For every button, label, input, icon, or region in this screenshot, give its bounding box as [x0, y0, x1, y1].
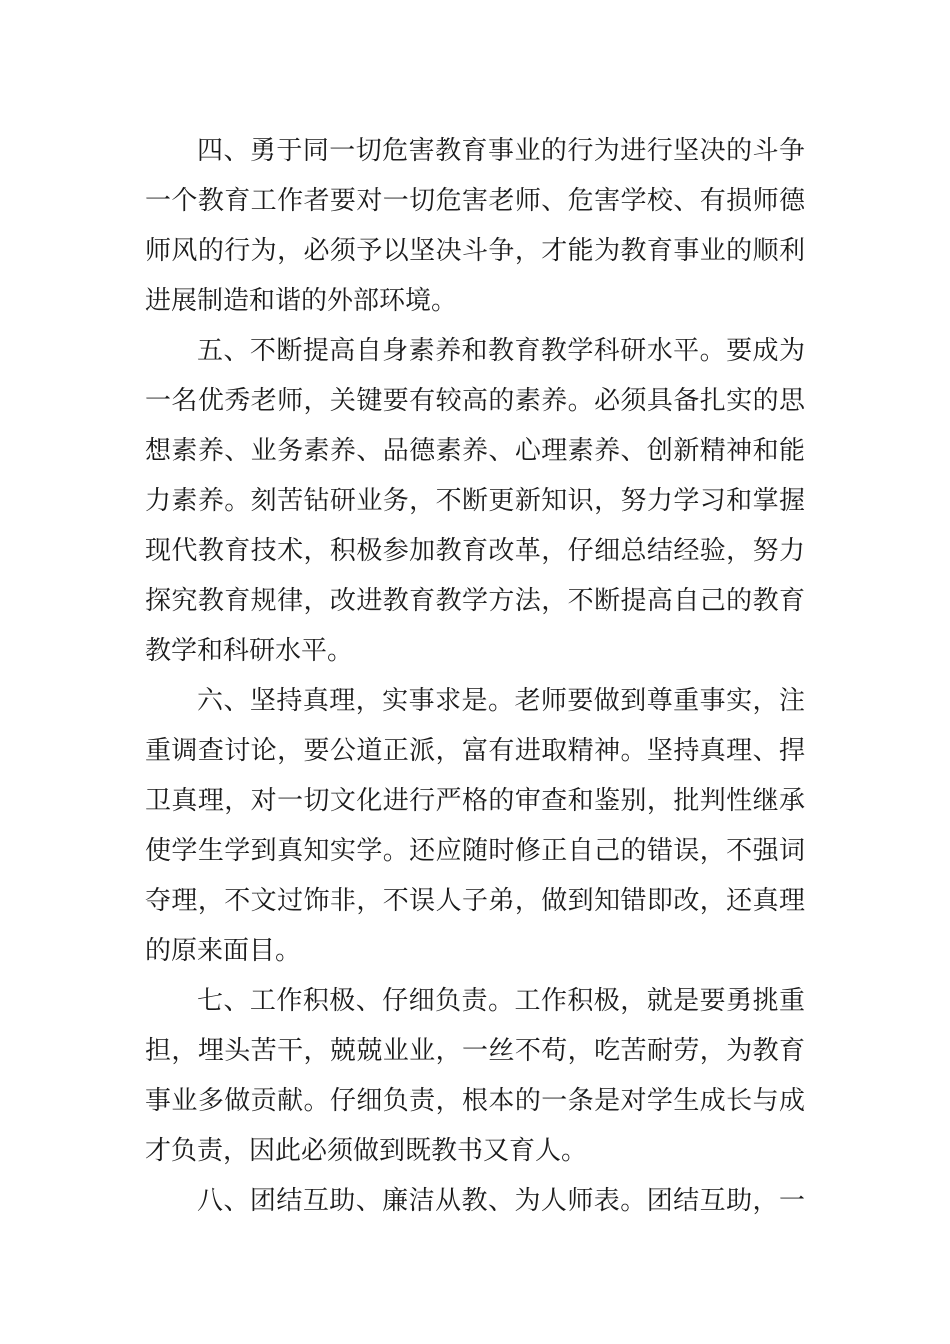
paragraph-5-heading: 五、不断提高自身素养和教育教学科研水平。要成为	[197, 336, 805, 366]
paragraph-4-line: 师风的行为，必须予以坚决斗争，才能为教育事业的顺利	[145, 236, 805, 266]
paragraph-6-line: 重调查讨论，要公道正派，富有进取精神。坚持真理、捍	[145, 736, 805, 766]
paragraph-5-line: 想素养、业务素养、品德素养、心理素养、创新精神和能	[145, 436, 805, 466]
paragraph-5-line: 力素养。刻苦钻研业务，不断更新知识，努力学习和掌握	[145, 486, 805, 516]
paragraph-5-line: 教学和科研水平。	[145, 636, 354, 666]
paragraph-6-line: 卫真理，对一切文化进行严格的审查和鉴别，批判性继承	[145, 786, 805, 816]
paragraph-6-line: 夺理，不文过饰非，不误人子弟，做到知错即改，还真理	[145, 886, 805, 916]
paragraph-8-heading: 八、团结互助、廉洁从教、为人师表。团结互助，一	[197, 1186, 805, 1216]
paragraph-7-line: 担，埋头苦干，兢兢业业，一丝不苟，吃苦耐劳，为教育	[145, 1036, 805, 1066]
paragraph-6-line: 使学生学到真知实学。还应随时修正自己的错误，不强词	[145, 836, 805, 866]
paragraph-6-line: 的原来面目。	[145, 936, 302, 966]
paragraph-7-line: 事业多做贡献。仔细负责，根本的一条是对学生成长与成	[145, 1086, 805, 1116]
paragraph-5-line: 探究教育规律，改进教育教学方法，不断提高自己的教育	[145, 586, 805, 616]
paragraph-7-heading: 七、工作积极、仔细负责。工作积极，就是要勇挑重	[197, 986, 805, 1016]
paragraph-6-heading: 六、坚持真理，实事求是。老师要做到尊重事实，注	[197, 686, 805, 716]
paragraph-4-heading: 四、勇于同一切危害教育事业的行为进行坚决的斗争	[197, 136, 805, 166]
paragraph-7-line: 才负责，因此必须做到既教书又育人。	[145, 1136, 588, 1166]
paragraph-4-line: 进展制造和谐的外部环境。	[145, 286, 458, 316]
paragraph-4-line: 一个教育工作者要对一切危害老师、危害学校、有损师德	[145, 186, 805, 216]
paragraph-5-line: 一名优秀老师，关键要有较高的素养。必须具备扎实的思	[145, 386, 805, 416]
paragraph-5-line: 现代教育技术，积极参加教育改革，仔细总结经验，努力	[145, 536, 805, 566]
